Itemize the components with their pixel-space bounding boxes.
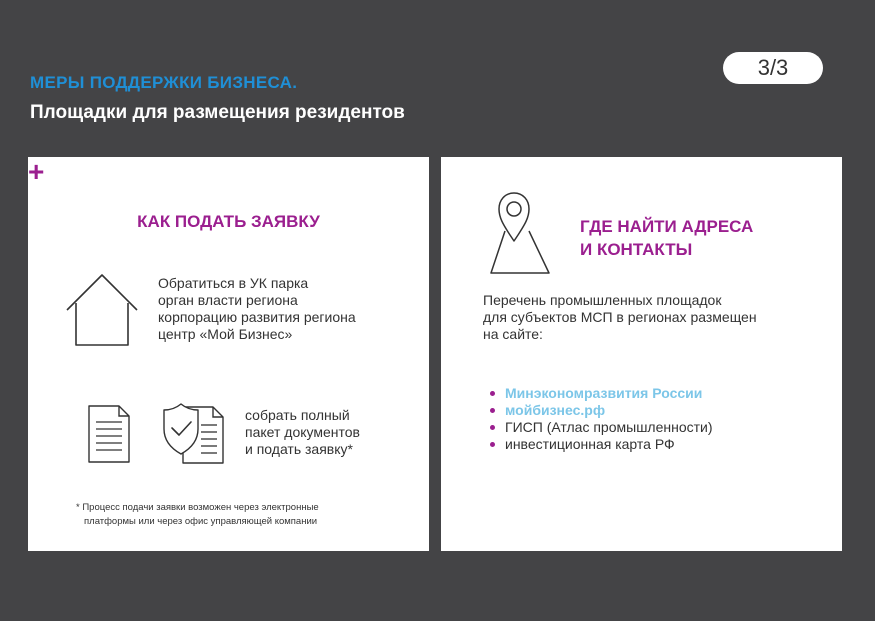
apply-step-2-line: пакет документов — [245, 424, 360, 440]
page-title: МЕРЫ ПОДДЕРЖКИ БИЗНЕСА. — [30, 73, 298, 92]
apply-step-1-line: Обратиться в УК парка — [158, 275, 309, 291]
where-to-find-panel — [441, 157, 842, 551]
where-to-find-intro — [483, 292, 757, 343]
list-item-gisp: ГИСП (Атлас промышленности) — [505, 419, 713, 435]
apply-step-1-line: орган власти региона — [158, 292, 298, 308]
footnote-line: * Процесс подачи заявки возможен через электронные — [76, 502, 319, 513]
resource-list — [505, 385, 713, 453]
footnote — [76, 501, 319, 529]
where-to-find-heading-line: И КОНТАКТЫ — [580, 240, 693, 259]
house-icon — [64, 267, 140, 347]
shield-document-icon — [161, 401, 227, 465]
apply-step-2-line: и подать заявку* — [245, 441, 353, 457]
intro-line: на сайте: — [483, 326, 543, 342]
link-moibiznes[interactable]: мойбизнес.рф — [505, 402, 713, 419]
where-to-find-heading-line: ГДЕ НАЙТИ АДРЕСА — [580, 217, 754, 236]
intro-line: для субъектов МСП в регионах размещен — [483, 309, 757, 325]
apply-step-2-text — [245, 407, 360, 458]
where-to-find-heading — [580, 215, 753, 261]
apply-step-1-line: центр «Мой Бизнес» — [158, 326, 293, 342]
how-to-apply-panel — [28, 157, 429, 551]
intro-line: Перечень промышленных площадок — [483, 292, 722, 308]
page-subtitle: Площадки для размещения резидентов — [30, 102, 405, 123]
page-number-badge: 3/3 — [723, 52, 823, 84]
how-to-apply-heading: КАК ПОДАТЬ ЗАЯВКУ — [137, 212, 320, 231]
footnote-line: платформы или через офис управляющей компании — [84, 516, 318, 527]
plus-icon: + — [28, 156, 45, 187]
apply-step-1-text — [158, 275, 356, 343]
location-pin-icon — [489, 191, 551, 275]
link-mineconomrazvitiya[interactable]: Минэкономразвития России — [505, 385, 713, 402]
document-icon — [87, 404, 131, 464]
list-item-investment-map: инвестиционная карта РФ — [505, 436, 713, 453]
apply-step-1-line: корпорацию развития региона — [158, 309, 356, 325]
apply-step-2-line: собрать полный — [245, 407, 350, 423]
